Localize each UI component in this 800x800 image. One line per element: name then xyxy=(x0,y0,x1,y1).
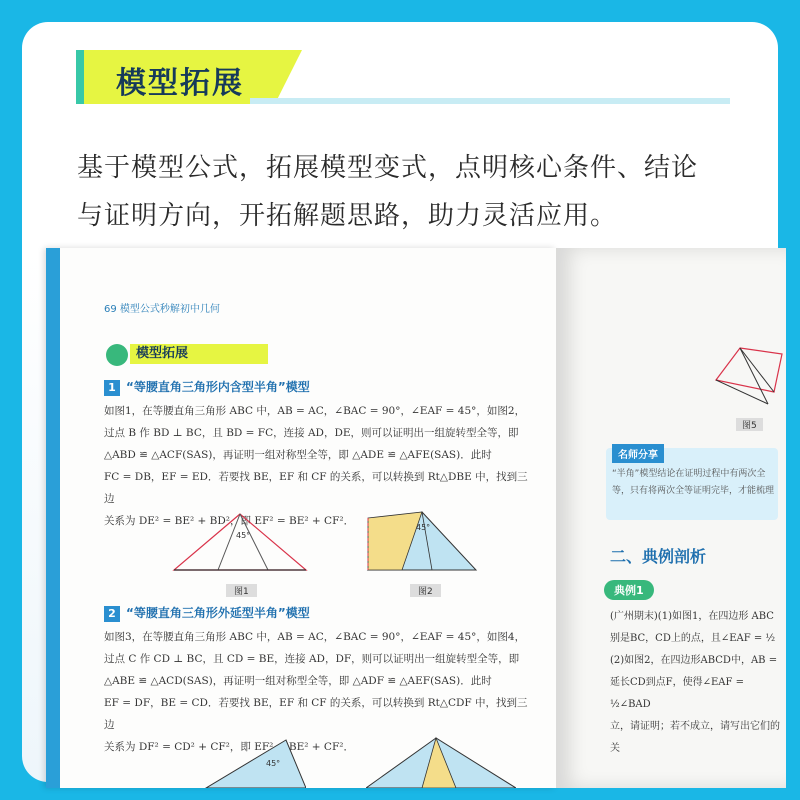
item-number: 1 xyxy=(104,380,120,396)
figure-caption: 图5 xyxy=(736,418,763,431)
example-label xyxy=(604,580,780,600)
text-line: (2)如图2，在四边形ABCD中，AB = xyxy=(610,655,778,666)
text-line: 如图3，在等腰直角三角形 ABC 中，AB = AC，∠BAC = 90°，∠EAF = 45°，如图4， xyxy=(104,631,526,643)
text-line: 如图1，在等腰直角三角形 ABC 中，AB = AC，∠BAC = 90°，∠EAF = 45°，如图2， xyxy=(104,405,526,417)
text-line: EF = DF，BE = CD．若要找 BE，EF 和 CF 的关系，可以转换到 Rt△CDF 中，找到三边 xyxy=(104,697,528,731)
banner-accent xyxy=(76,50,84,104)
angle-label: 45° xyxy=(236,531,251,540)
text-line: 关系为 DE² = BE² + BD²，即 EF² = BE² + CF²． xyxy=(104,515,355,527)
section-label-text: 模型拓展 xyxy=(130,344,268,364)
angle-label: 45° xyxy=(416,523,431,532)
text-line: 立，请证明；若不成立，请写出它们的关 xyxy=(610,721,780,754)
description-line: 与证明方向，开拓解题思路，助力灵活应用。 xyxy=(77,201,618,231)
text-line: 过点 B 作 BD ⊥ BC，且 BD = FC，连接 AD，DE，则可以证明出一组旋转型全等，即 xyxy=(104,427,519,439)
section-heading: 二、典例剖析 xyxy=(610,547,707,566)
text-line: (广州期末)(1)如图1，在四边形 ABC xyxy=(610,611,774,622)
item-title: “等腰直角三角形内含型半角”模型 xyxy=(126,380,310,394)
figure-3 xyxy=(196,738,306,788)
item-title: “等腰直角三角形外延型半角”模型 xyxy=(126,606,310,620)
description xyxy=(77,144,737,240)
divider xyxy=(250,98,730,104)
example-text xyxy=(610,606,780,760)
figure-caption: 图1 xyxy=(226,584,257,597)
text-line: 别是BC，CD上的点，且∠EAF = ½ xyxy=(610,633,776,644)
figure-5 xyxy=(708,338,792,418)
page-edge xyxy=(46,248,60,788)
figure-caption: 图2 xyxy=(410,584,441,597)
text-line: FC = DB，EF = ED．若要找 BE，EF 和 CF 的关系，可以转换到 Rt△DBE 中，找到三边 xyxy=(104,471,528,505)
note-tag: 名师分享 xyxy=(612,444,664,463)
item-heading xyxy=(104,604,310,622)
figure-2 xyxy=(362,510,482,582)
angle-label: 45° xyxy=(266,759,281,768)
figure-1 xyxy=(170,512,310,582)
text-line: 过点 C 作 CD ⊥ BC，且 CD = BE，连接 AD，DF，则可以证明出一组旋转型全等，即 xyxy=(104,653,520,665)
left-page xyxy=(46,248,556,788)
running-head: 69 模型公式秒解初中几何 xyxy=(104,304,220,315)
section-icon xyxy=(106,344,128,366)
text-line: △ABE ≌ △ACD(SAS)，再证明一组对称型全等，即 △ADF ≌ △AEF(SAS)．此时 xyxy=(104,675,492,687)
text-line: 延长CD到点F，使得∠EAF = ½∠BAD xyxy=(610,677,745,710)
figure-4 xyxy=(366,736,516,788)
description-line: 基于模型公式，拓展模型变式，点明核心条件、结论 xyxy=(77,153,699,183)
teacher-note xyxy=(606,448,778,520)
text-line: 关系为 DF² = CD² + CF²，即 EF² = BE² + CF²． xyxy=(104,741,354,753)
item-number: 2 xyxy=(104,606,120,622)
note-text: “半角”模型结论在证明过程中有两次全等，只有将两次全等证明完毕，才能梳理 xyxy=(612,469,775,496)
banner-title: 模型拓展 xyxy=(116,66,244,101)
text-line: △ABD ≌ △ACF(SAS)，再证明一组对称型全等，即 △ADE ≌ △AFE(SAS)．此时 xyxy=(104,449,492,461)
example-label-text: 典例1 xyxy=(604,580,654,600)
item-heading xyxy=(104,378,310,396)
